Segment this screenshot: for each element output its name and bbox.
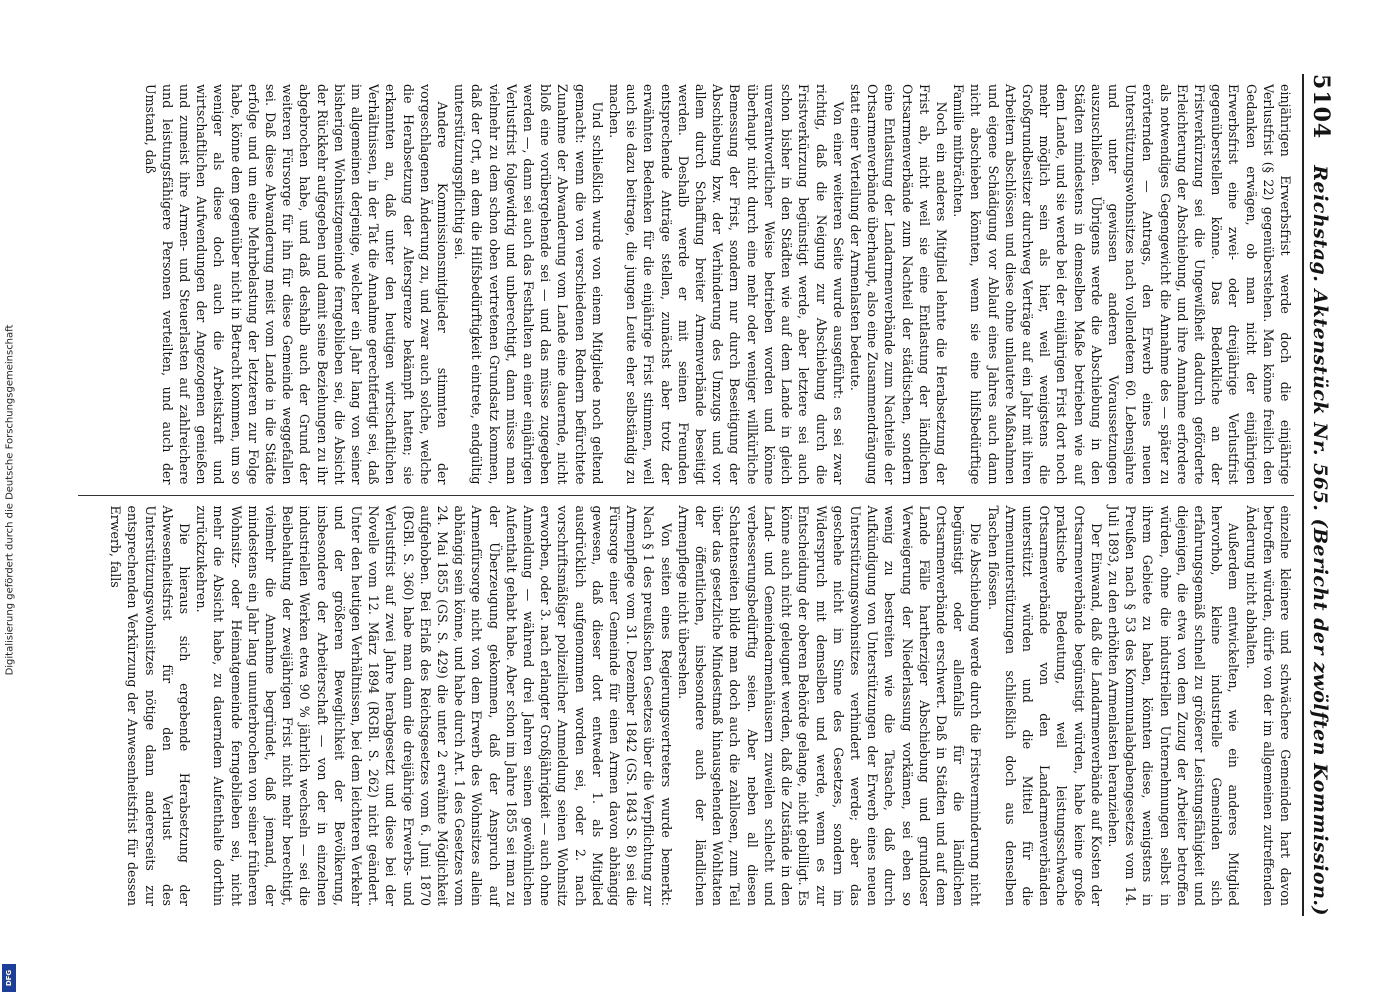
page-header	[1302, 74, 1334, 916]
paragraph: einjährigen Erwerbsfrist werde doch die einjährige Verlustfrist (§ 22) gegenüberstehen. Man könne freilich den Gedanken erwägen, ob man nicht der einjährigen Erwerbsfrist eine zwei- oder dreijährige Verlustfrist gegenüberstellen könne. Das Bedenkliche an der Fristverkürzung sei die Ungewißheit dadurch geförderte Erleichterung der Abschiebung, und ihre Annahme erfordere als notwendiges Gegengewicht die Annahme des — später zu erörternden — Antrags, den Erwerb eines neuen Unterstützungswohnsitzes nach vollendetem 60. Lebensjahre und unter gewissen anderen Voraussetzungen auszuschließen. Übrigens werde die Abschiebung in den Städten mindestens in demselben Maße betrieben wie auf dem Lande, und sie werde bei der einjährigen Frist dort noch mehr möglich sein als hier, weil wenigstens die Großgrundbesitzer durchweg Verträge auf ein Jahr mit ihren Arbeitern abschlössen und diese ohne unlautere Maßnahmen und eigene Schädigung vor Ablauf eines Jahres auch dann nicht abschieben könnten, wenn sie eine hilfsbedürftige Familie mitbrächten.	[951, 84, 1293, 485]
dfg-logo-text: DFG	[5, 969, 13, 987]
digitization-sidebar	[0, 0, 20, 1000]
running-title: Reichstag. Aktenstück Nr. 565. (Bericht der zwölften Kommission.)	[1309, 165, 1331, 916]
paragraph: einzelne kleinere und schwächere Gemeinden hart davon betroffen würden, dürfe von der im allgemeinen zutreffenden Änderung nicht abhalten.	[1243, 505, 1293, 906]
paragraph: Außerdem entwickelten, wie ein anderes Mitglied hervorhob, kleine industrielle Gemeinden sich erfahrungsgemäß schnell zu größerer Leistungsfähigkeit und diejenigen, die etwa von dem Zuzug der Arbeiter betroffen würden, ohne die industriellen Unternehmungen selbst in ihrem Gebiete zu haben, könnten diese, wenigstens in Preußen nach § 53 des Kommunalabgabengesetzes vom 14. Juli 1893, zu den erhöhten Armenlasten heranziehen.	[1105, 505, 1242, 906]
scanned-page-frame	[68, 60, 1338, 930]
paragraph: Der Einwand, daß die Landarmenverbände auf Kosten der Ortsarmenverbände begünstigt würden, habe keine große praktische Bedeutung, weil leistungsschwache Ortsarmenverbände von den Landarmenverbänden unterstützt würden und die Mittel für die Armenunterstützungen schließlich doch aus denselben Taschen flössen.	[985, 505, 1104, 906]
digitization-credit: Digitalisierung gefördert durch die Deutsche Forschungsgemeinschaft	[4, 324, 16, 676]
paragraph: Von seiten eines Regierungsvertreters wurde bemerkt: Nach § 1 des preußischen Gesetzes über die Verpflichtung zur Armenpflege vom 31. Dezember 1842 (GS. 1843 S. 8) sei die Fürsorge einer Gemeinde für einen Armen davon abhängig gewesen, daß dieser dort entweder 1. als Mitglied ausdrücklich aufgenommen worden sei, oder 2. nach vorschriftsmäßiger polizeilicher Anmeldung seinen Wohnsitz erworben, oder 3. nach erlangter Großjährigkeit — auch ohne Anmeldung — während drei Jahren seinen gewöhnlichen Aufenthalt gehabt habe. Aber schon im Jahre 1855 sei man zu der Überzeugung gekommen, daß der Anspruch auf Armenfürsorge nicht von dem Erwerb des Wohnsitzes allein abhängig sein könne, und habe durch Art. 1 des Gesetzes vom 24. Mai 1855 (GS. S. 429) die unter 2 erwähnte Möglichkeit aufgehoben. Bei Erlaß des Reichsgesetzes vom 6. Juni 1870 (BGBl. S. 360) habe man dann die dreijährige Erwerbs- und Verlustfrist auf zwei Jahre herabgesetzt und diese bei der Novelle vom 12. März 1894 (RGBl. S. 262) nicht geändert. Unter den heutigen Verhältnissen, bei dem leichteren Verkehr und der größeren Beweglichkeit der Bevölkerung, insbesondere der Arbeiterschaft — von der in einzelnen industriellen Werken etwa 90 % jährlich wechseln — sei die Beibehaltung der zweijährigen Frist nicht mehr berechtigt, vielmehr die Annahme begründet, daß jemand, der mindestens ein Jahr lang ununterbrochen von seiner früheren Wohnsitz- oder Heimatgemeinde ferngeblieben sei, nicht mehr die Absicht habe, zu dauerndem Aufenthalte dorthin zurückzukehren.	[194, 505, 674, 906]
scanned-page	[68, 60, 1338, 930]
paragraph: Andere Kommissionsmitglieder stimmten der vorgeschlagenen Änderung zu, und zwar auch solche, welche die Herabsetzung der Altersgrenze bekämpft hatten; sie erkannten an, daß unter den heutigen wirtschaftlichen Verhältnissen, in der Tat die Annahme gerechtfertigt sei, daß im allgemeinen derjenige, welcher ein Jahr lang von seiner bisherigen Wohnsitzgemeinde ferngeblieben sei, die Absicht der Rückkehr aufgegeben und damit seine Beziehungen zu ihr abgebrochen habe, und daß deshalb auch der Grund der weiteren Fürsorge für ihn für diese Gemeinde weggefallen sei. Daß diese Abwanderung meist vom Lande in die Städte erfolge und um eine Mehrbelastung der letzteren zur Folge habe, könne dem gegenüber nicht in Betracht kommen, um so weniger als diese doch auch die Arbeitskraft und wirtschaftlichen Aufwendungen der Angezogenen genießen und zumeist ihre Armen- und Steuerlasten auf zahlreichere und leistungsfähigere Personen verteilten, und auch der Umstand, daß	[142, 84, 451, 485]
paragraph: Die hieraus sich ergebende Herabsetzung der Abwesenheitsfrist für den Verlust des Unterstützungswohnsitzes nötige dann andererseits zur entsprechenden Verkürzung der Anwesenheitsfrist für dessen Erwerb, falls	[108, 505, 192, 906]
paragraph: Noch ein anderes Mitglied lehnte die Herabsetzung der Frist ab, nicht weil sie eine Entlastung der ländlichen Ortsarmenverbände zum Nachteil der städtischen, sondern eine Entlastung der Landarmenverbände zum Nachteile der Ortsarmenverbände überhaupt, also eine Zusammendrängung statt einer Verteilung der Armenlasten bedeute.	[847, 84, 949, 485]
paragraph: Die Abschiebung werde durch die Fristverminderung nicht begünstigt oder allenfalls für die ländlichen Ortsarmenverbände erschwert. Daß in Städten und auf dem Lande Fälle hartherziger Abschiebung und grundloser Verweigerung der Niederlassung vorkämen, sei eben so wenig zu bestreiten wie die Tatsache, daß durch Aufkündigung von Unterstützungen der Erwerb eines neuen Unterstützungswohnsitzes verhindert werde; aber das geschehe nicht im Sinne des Gesetzes, sondern im Widerspruch mit demselben und werde, wenn es zur Entscheidung der oberen Behörde gelange, nicht gebilligt. Es könne auch nicht geleugnet werden, daß die Zustände in den Land- und Gemeindearmenhäusern zuweilen schlecht und verbesserungsbedürftig seien. Aber neben all diesen Schattenseiten bilde man doch auch die zahllosen, zum Teil über das gesetzliche Mindestmaß hinausgehenden Wohltaten der öffentlichen, insbesondere auch der ländlichen Armenpflege nicht übersehen.	[675, 505, 984, 906]
page-number: 5104	[1308, 74, 1334, 140]
paragraph: Und schließlich wurde von einem Mitgliede noch geltend gemacht: wenn die von verschiedenen Rednern befürchtete Zunahme der Abwanderung vom Lande eine dauernde, nicht bloß eine vorübergehende sei — und das müsse zugegeben werden —, dann sei auch das Festhalten an einer einjährigen Verlustfrist folgewidrig und unberechtigt, dann müsse man vielmehr zu dem schon oben vertretenen Grundsatz kommen, daß der Ort, an dem die Hilfsbedürftigkeit eintrete, endgültig unterstützungspflichtig sei.	[452, 84, 605, 485]
right-column	[78, 496, 1294, 917]
text-columns	[78, 74, 1294, 916]
paragraph: Von einer weiteren Seite wurde ausgeführt: es sei zwar richtig, daß die Neigung zur Abschiebung durch die Fristverkürzung begünstigt werde, aber letztere sei auch schon bisher in den Städten wie auf dem Lande in gleich unverantwortlicher Weise betrieben worden und könne überhaupt nicht durch eine mehr oder weniger willkürliche Bemessung der Frist, sondern nur durch Beseitigung der Abschiebung bzw. der Verhinderung des Umzugs und vor allem durch Schaffung breiter Armenverbände beseitigt werden. Deshalb werde er mit seinen Freunden entsprechende Anträge stellen, zunächst aber trotz der erwähnten Bedenken für die einjährige Frist stimmen, weil auch sie dazu beitrage, die jungen Leute eher selbständig zu machen.	[607, 84, 846, 485]
left-column	[78, 74, 1294, 495]
dfg-logo	[2, 964, 16, 992]
